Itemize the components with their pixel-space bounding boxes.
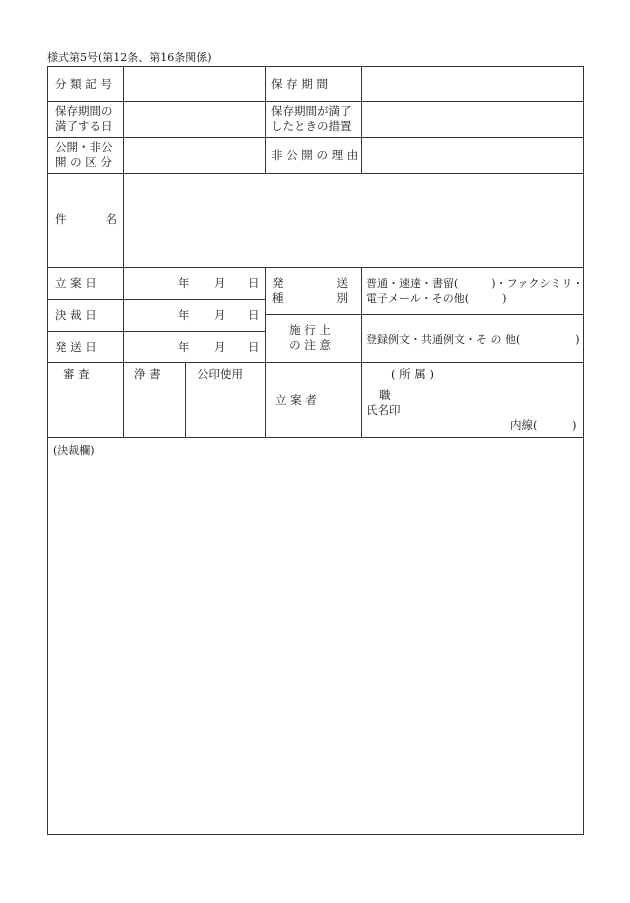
row-divider	[48, 101, 583, 102]
subject-field[interactable]	[126, 176, 580, 264]
retention-period-label: 保 存 期 間	[271, 77, 328, 91]
col-divider	[265, 67, 266, 173]
review-label: 審 査	[63, 367, 90, 381]
disclosure-category-label: 公開・非公 開 の 区 分	[55, 140, 113, 169]
row-divider	[48, 437, 583, 438]
row-divider	[48, 331, 265, 332]
retention-expiry-field[interactable]	[125, 104, 263, 134]
dispatch-type-options[interactable]: 普通・速達・書留( )・ファクシミリ・ 電子メール・その他( )	[366, 277, 584, 305]
expiry-measure-field[interactable]	[364, 104, 580, 134]
approval-section-area[interactable]	[50, 459, 581, 831]
col-divider	[123, 67, 124, 173]
dispatched-date-label: 発 送 日	[55, 340, 97, 354]
drafter-affiliation: ( 所 属 )	[391, 367, 434, 381]
disclosure-category-field[interactable]	[125, 140, 263, 170]
col-divider	[361, 67, 362, 173]
enforcement-note-label: 施 行 上 の 注 意	[289, 323, 331, 352]
nondisclosure-reason-field[interactable]	[364, 140, 580, 170]
drafter-name-seal-label: 氏名印	[366, 403, 401, 417]
official-seal-field[interactable]	[188, 383, 263, 435]
approval-section-label: (決裁欄)	[53, 444, 95, 457]
row-divider	[48, 362, 583, 363]
dispatch-type-label: 発 送 種 別	[272, 276, 348, 305]
clean-copy-field[interactable]	[126, 383, 183, 435]
classification-number-field[interactable]	[125, 69, 263, 99]
drafter-extension-label: 内線( )	[510, 418, 577, 432]
document-form: 分 類 記 号 保 存 期 間 保存期間の 満了する日 保存期間が満了 したときの措置 公開・非公 開 の 区 分 非 公 開 の 理 由 件 名 立 案 日 年 月 日 決 裁 日 年 月 日 発 送 日 年 月 日 発 送 種 別 普通・速達・書留( )・ファクシミリ・ 電子メール・その他( ) 施 行 上 の 注 意 登録例文・共通例文・そ の 他( ) 審 査 浄 書 公印使用 立 案 者 ( 所 属 ) 職 氏名印 内線( ) (決裁欄)	[47, 66, 584, 835]
retention-expiry-label: 保存期間の 満了する日	[55, 104, 113, 133]
expiry-measure-label: 保存期間が満了 したときの措置	[271, 104, 352, 133]
example-type-options[interactable]: 登録例文・共通例文・そ の 他( )	[366, 333, 580, 346]
col-divider	[361, 267, 362, 437]
nondisclosure-reason-label: 非 公 開 の 理 由	[271, 148, 359, 162]
approved-date-label: 決 裁 日	[55, 308, 97, 322]
col-divider	[123, 173, 124, 437]
drafter-title-label: 職	[379, 388, 391, 402]
row-divider	[48, 267, 583, 268]
retention-period-field[interactable]	[364, 69, 580, 99]
drafted-date-label: 立 案 日	[55, 276, 97, 290]
classification-number-label: 分 類 記 号	[55, 77, 112, 91]
row-divider	[265, 314, 583, 315]
row-divider	[48, 137, 583, 138]
official-seal-label: 公印使用	[197, 367, 243, 381]
row-divider	[48, 299, 265, 300]
drafter-label: 立 案 者	[275, 393, 317, 407]
col-divider	[185, 362, 186, 437]
form-caption: 様式第5号(第12条、第16条関係)	[47, 51, 212, 64]
row-divider	[48, 173, 583, 174]
subject-label: 件 名	[55, 212, 117, 226]
col-divider	[265, 267, 266, 437]
clean-copy-label: 浄 書	[134, 367, 161, 381]
